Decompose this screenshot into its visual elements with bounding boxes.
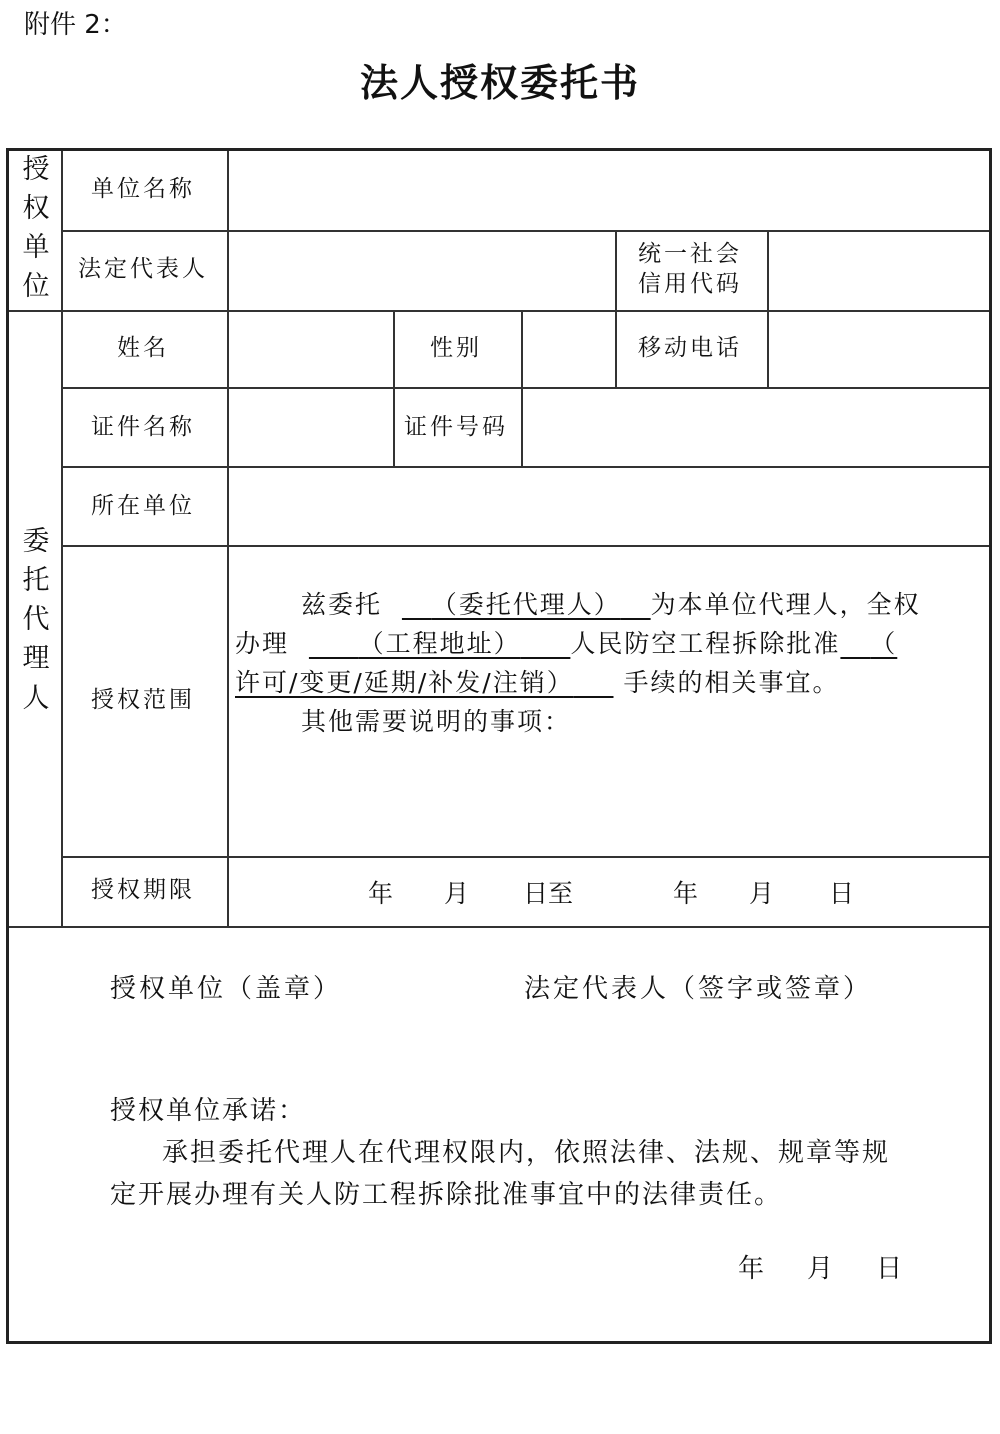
scope-handle: 办理: [235, 629, 290, 658]
promise-body-1: 承担委托代理人在代理权限内，依照法律、法规、规章等规: [162, 1138, 891, 1168]
type-open: （: [870, 629, 898, 658]
label-unit-name: 单位名称: [91, 176, 195, 203]
scope-mid: 为本单位代理人，全权: [650, 590, 921, 619]
attachment-label: 附件 2：: [24, 10, 127, 40]
period-day2: 日: [829, 879, 855, 908]
label-gender: 性别: [430, 335, 482, 362]
label-employer: 所在单位: [91, 493, 195, 520]
type-options: 许可/变更/延期/补发/注销）: [235, 668, 574, 697]
column-divider: [227, 151, 229, 927]
scope-suffix: 手续的相关事宜。: [623, 668, 840, 697]
other-matters: 其他需要说明的事项：: [301, 707, 572, 736]
column-divider: [521, 311, 523, 467]
label-mobile: 移动电话: [638, 335, 742, 362]
label-name: 姓名: [117, 335, 169, 362]
scope-approval: 人民防空工程拆除批准: [570, 629, 841, 658]
agent-placeholder: （委托代理人）: [431, 590, 621, 619]
period-day-to: 日至: [523, 879, 574, 908]
period-month2: 月: [749, 879, 775, 908]
scope-prefix: 兹委托: [301, 590, 383, 619]
authorization-scope-text: [235, 585, 980, 741]
promise-body-2: 定开展办理有关人防工程拆除批准事宜中的法律责任。: [110, 1180, 783, 1210]
seal-label: 授权单位（盖章）: [110, 974, 343, 1004]
label-id-number: 证件号码: [404, 414, 508, 441]
period-year1: 年: [368, 879, 394, 908]
column-divider: [767, 231, 769, 388]
section-auth-unit: 授权单位: [22, 154, 50, 303]
label-legal-rep: 法定代表人: [78, 256, 208, 283]
label-scope: 授权范围: [91, 687, 195, 714]
label-credit-code: 统一社会信用代码: [638, 241, 742, 297]
period-month1: 月: [444, 879, 470, 908]
label-id-type: 证件名称: [91, 414, 195, 441]
row-divider: [9, 926, 989, 928]
period-year2: 年: [673, 879, 699, 908]
label-period: 授权期限: [91, 877, 195, 904]
promise-heading: 授权单位承诺：: [110, 1096, 307, 1126]
section-agent: 委托代理人: [22, 526, 50, 714]
address-placeholder: （工程地址）: [358, 629, 521, 658]
document-title: 法人授权委托书: [359, 60, 640, 105]
promise-section: [110, 1090, 970, 1216]
legal-sign-label: 法定代表人（签字或签章）: [524, 974, 873, 1004]
promise-date: 年 月 日: [738, 1254, 905, 1284]
